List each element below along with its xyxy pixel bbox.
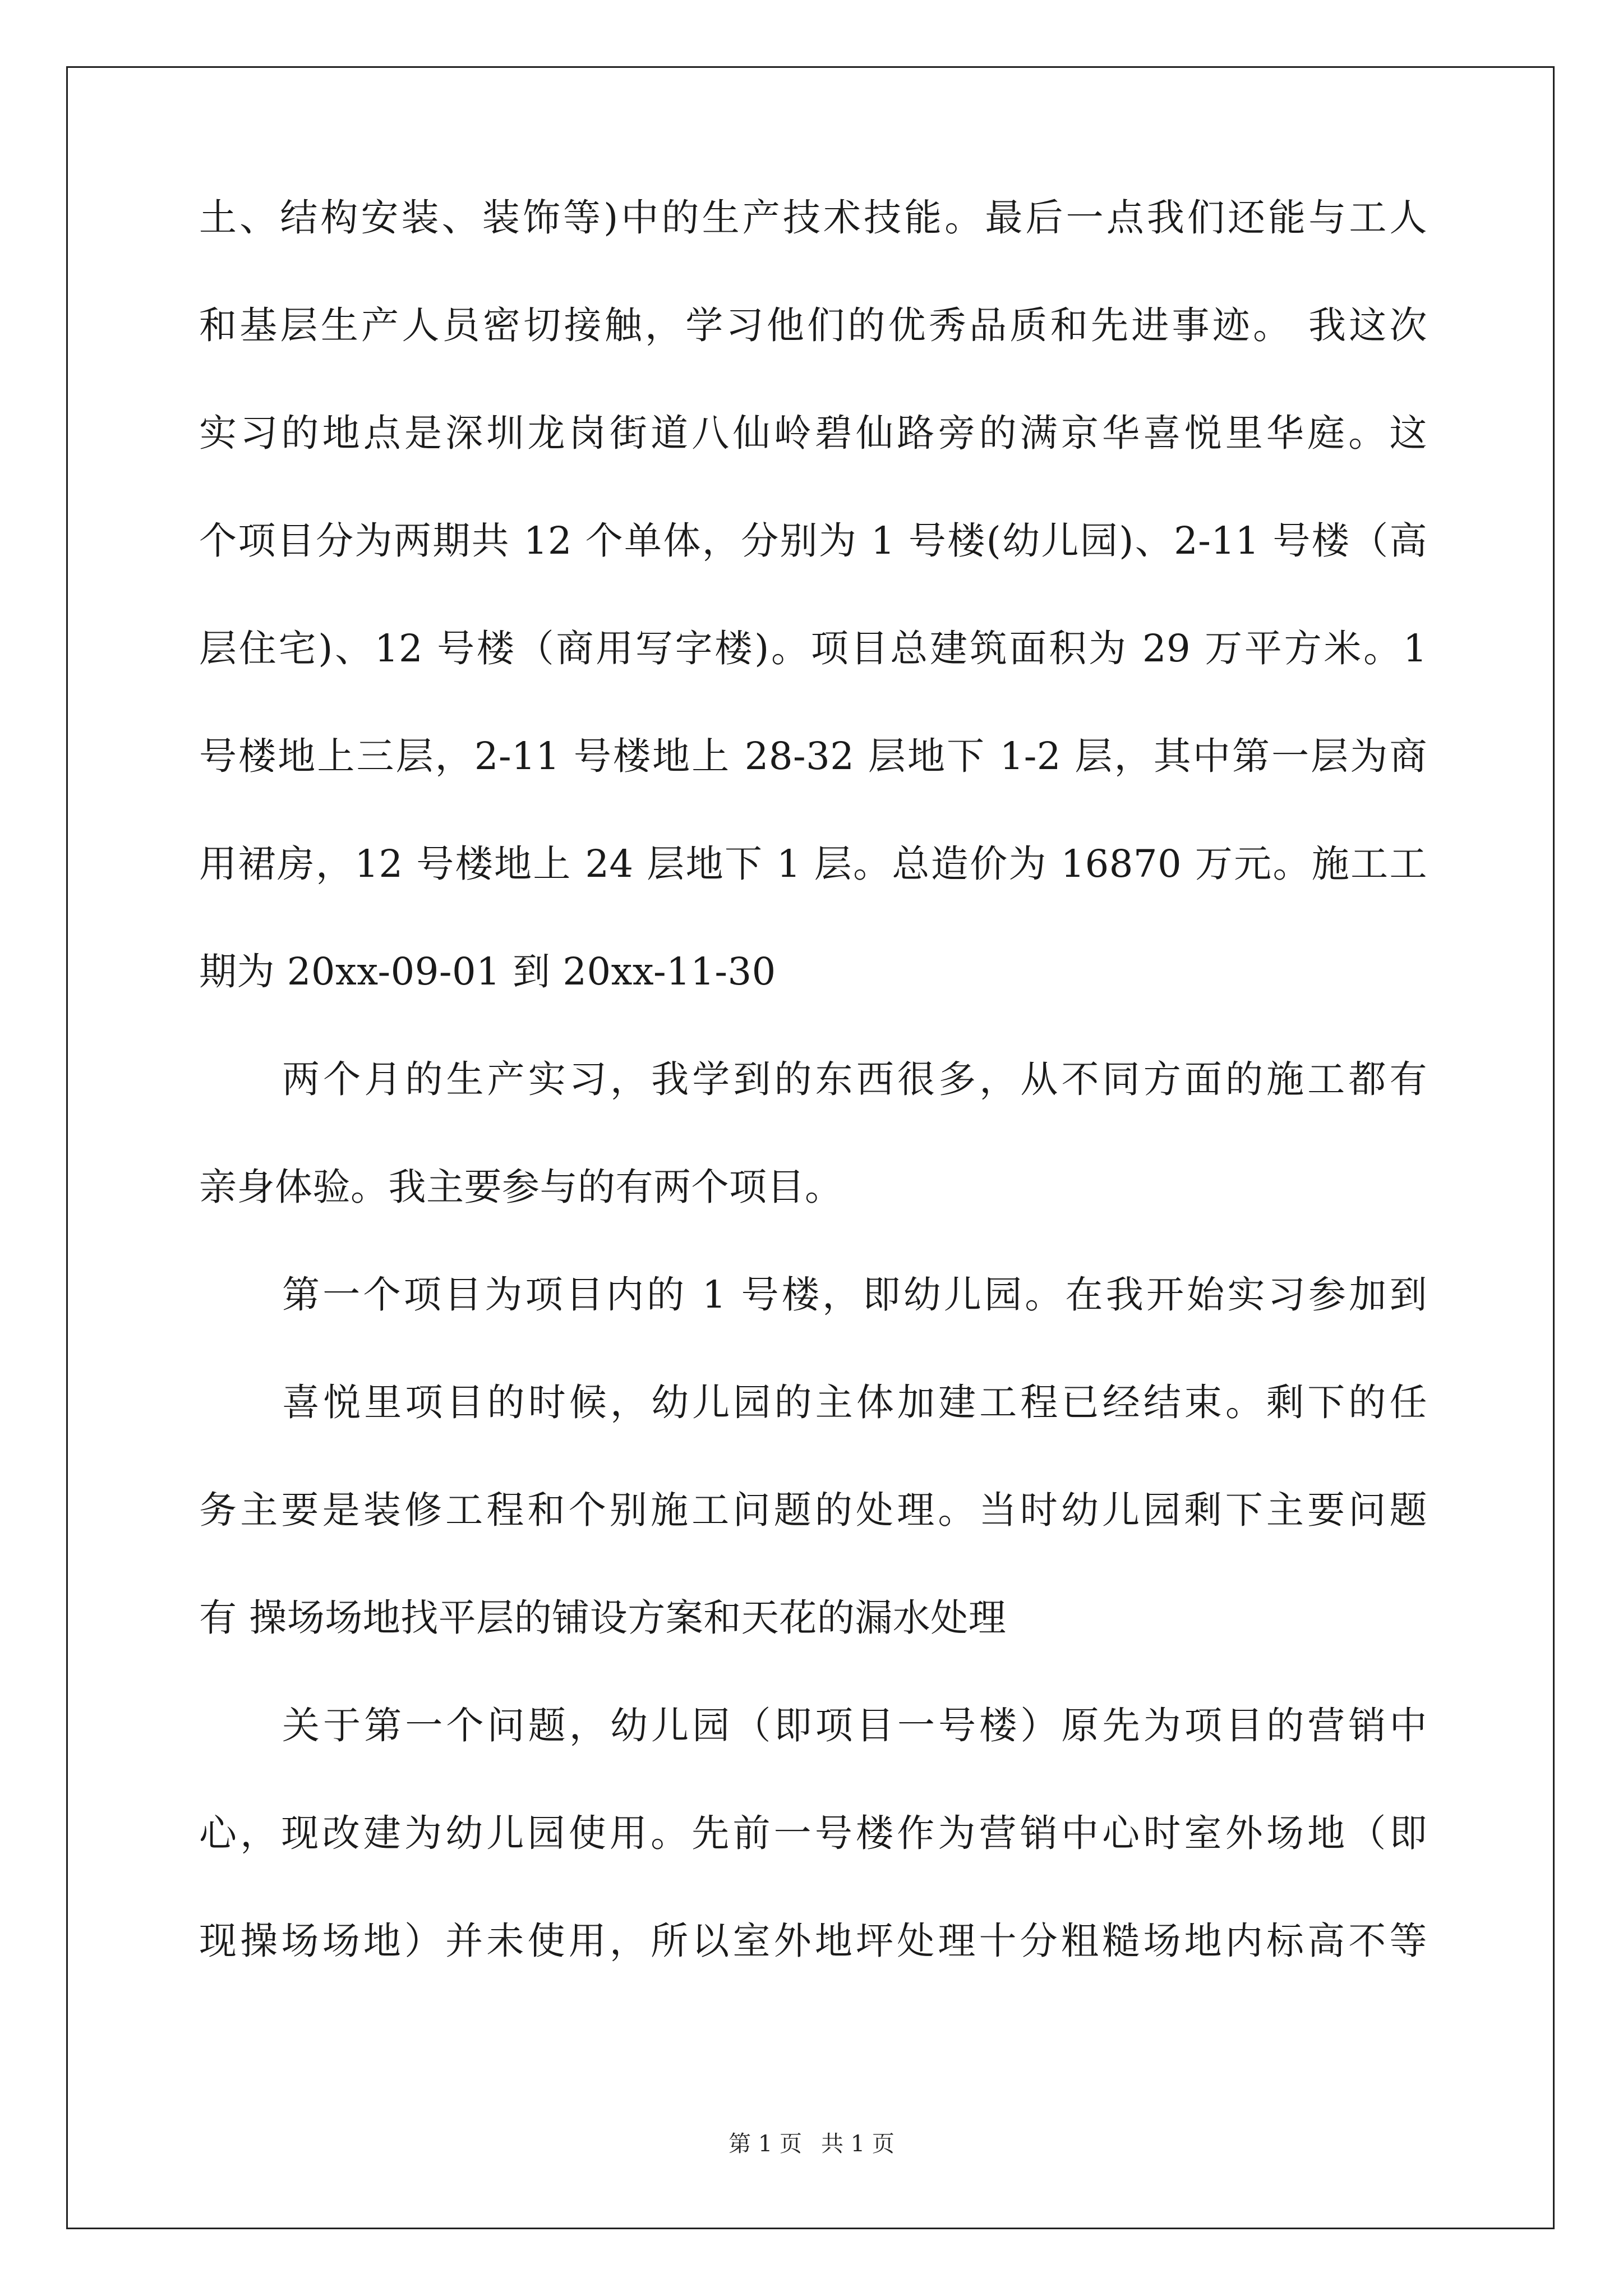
page-number: 第 1 页 — [728, 2131, 802, 2157]
text-line: 和基层生产人员密切接触，学习他们的优秀品质和先进事迹。 我这次 — [199, 303, 1427, 347]
text-line: 用裙房，12 号楼地上 24 层地下 1 层。总造价为 16870 万元。施工工 — [199, 842, 1427, 886]
text-line: 两个月的生产实习，我学到的东西很多，从不同方面的施工都有 — [282, 1057, 1427, 1101]
page-footer — [0, 2133, 1623, 2155]
text-line: 喜悦里项目的时候，幼儿园的主体加建工程已经结束。剩下的任 — [282, 1381, 1427, 1424]
text-line: 个项目分为两期共 12 个单体，分别为 1 号楼(幼儿园)、2-11 号楼（高 — [199, 519, 1427, 563]
text-line: 务主要是装修工程和个别施工问题的处理。当时幼儿园剩下主要问题 — [199, 1488, 1427, 1532]
text-line: 亲身体验。我主要参与的有两个项目。 — [199, 1165, 843, 1209]
text-line: 层住宅)、12 号楼（商用写字楼)。项目总建筑面积为 29 万平方米。1 — [199, 627, 1427, 670]
text-line: 关于第一个问题，幼儿园（即项目一号楼）原先为项目的营销中 — [282, 1704, 1427, 1747]
text-line: 期为 20xx-09-01 到 20xx-11-30 — [199, 950, 776, 993]
page-total: 共 1 页 — [821, 2131, 895, 2157]
text-line: 实习的地点是深圳龙岗街道八仙岭碧仙路旁的满京华喜悦里华庭。这 — [199, 411, 1427, 455]
text-line: 土、结构安装、装饰等)中的生产技术技能。最后一点我们还能与工人 — [199, 196, 1427, 240]
text-line: 有 操场场地找平层的铺设方案和天花的漏水处理 — [199, 1596, 1007, 1640]
text-line: 现操场场地）并未使用，所以室外地坪处理十分粗糙场地内标高不等 — [199, 1919, 1427, 1963]
text-line: 心，现改建为幼儿园使用。先前一号楼作为营销中心时室外场地（即 — [199, 1811, 1427, 1855]
document-body — [199, 196, 1427, 2030]
text-line: 第一个项目为项目内的 1 号楼，即幼儿园。在我开始实习参加到 — [282, 1273, 1427, 1317]
text-line: 号楼地上三层，2-11 号楼地上 28-32 层地下 1-2 层，其中第一层为商 — [199, 734, 1427, 778]
